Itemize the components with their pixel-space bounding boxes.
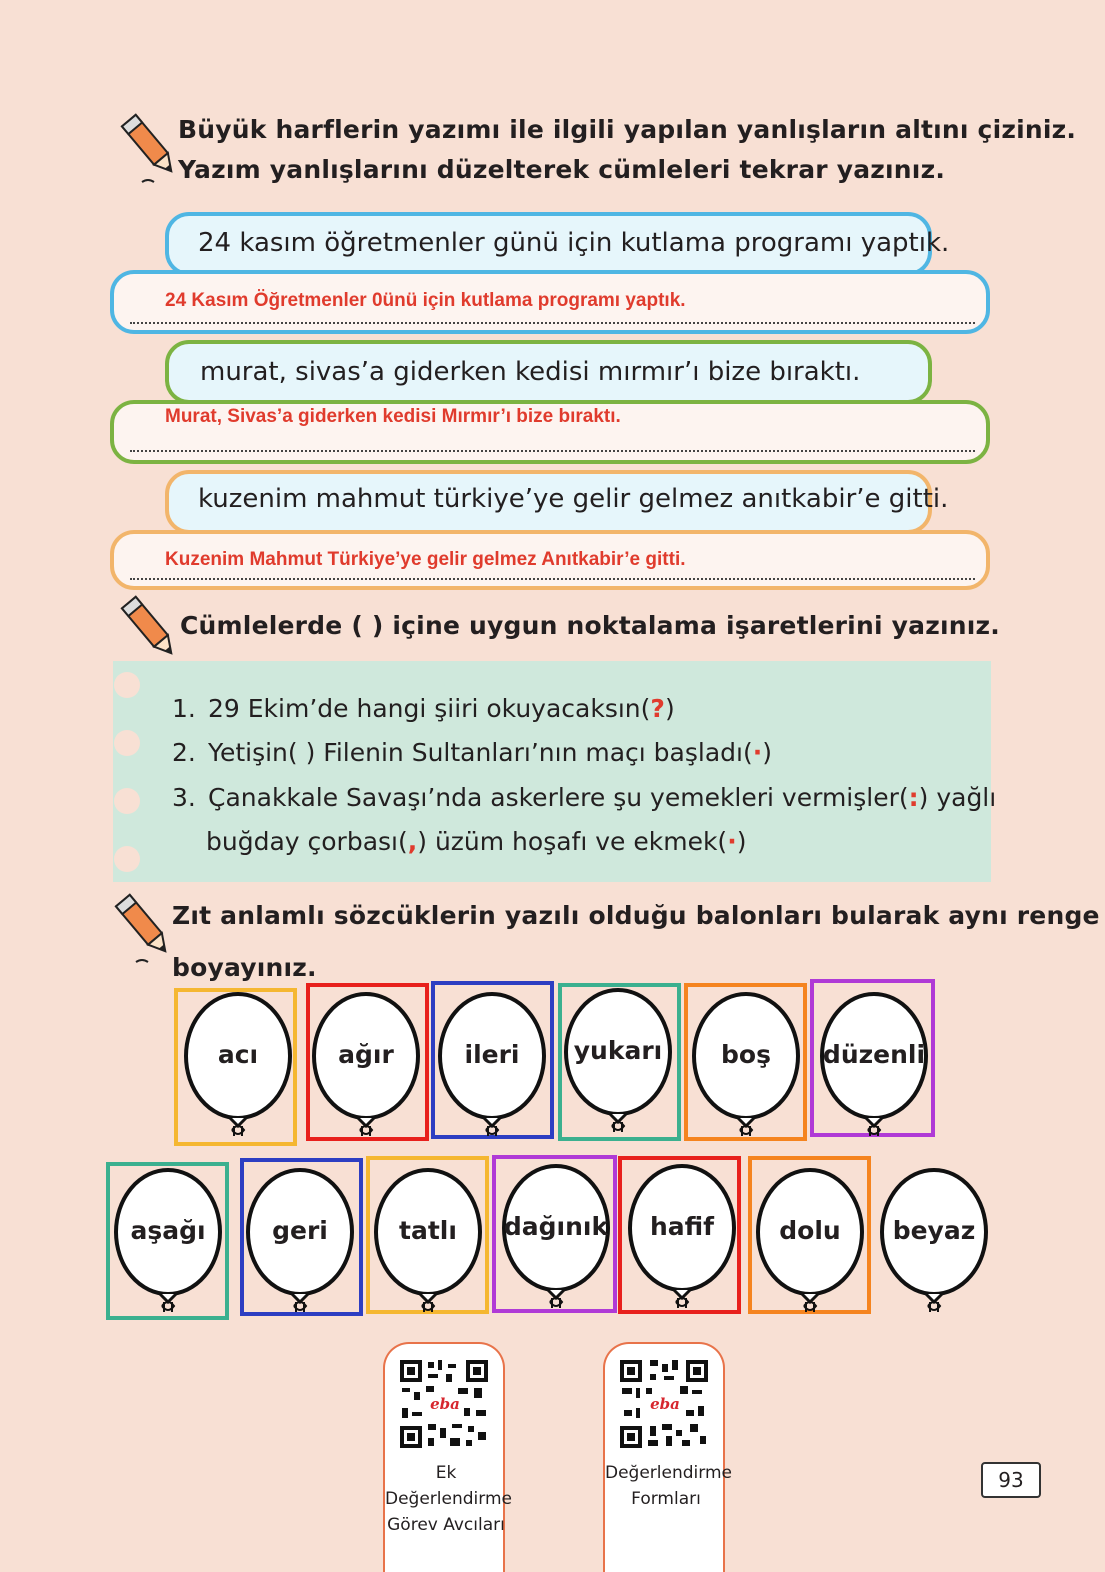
punctuation-line-3: 3. Çanakkale Savaşı’nda askerlere şu yemekleri vermişler(:) yağlı <box>172 783 997 812</box>
notebook-hole <box>114 846 140 872</box>
question-text: 24 kasım öğretmenler günü için kutlama programı yaptık. <box>198 228 950 258</box>
page-number: 93 <box>981 1462 1041 1498</box>
pencil-icon <box>118 592 178 670</box>
balloon-word: beyaz <box>892 1216 976 1245</box>
notebook-hole <box>114 672 140 698</box>
qr-card-label: Değerlendirme Formları <box>605 1463 732 1509</box>
punctuation-answer: : <box>908 783 919 812</box>
balloon-word: geri <box>272 1216 328 1245</box>
answer-text: 24 Kasım Öğretmenler 0ünü için kutlama programı yaptık. <box>165 290 686 311</box>
balloon-word: aşağı <box>130 1216 206 1245</box>
punctuation-line-1: 1. 29 Ekim’de hangi şiiri okuyacaksın(?) <box>172 694 675 723</box>
qr-card-label: Ek Değerlendirme Görev Avcıları <box>385 1463 512 1535</box>
qr-card[interactable] <box>383 1342 512 1572</box>
instruction-1: Büyük harflerin yazımı ile ilgili yapılan yanlışların altını çiziniz. Yazım yanlışlarını düzelterek cümleleri tekrar yazınız. <box>178 115 1077 184</box>
eba-logo: eba <box>650 1395 680 1413</box>
balloon-word: tatlı <box>399 1216 457 1245</box>
answer-text: Kuzenim Mahmut Türkiye’ye gelir gelmez Anıtkabir’e gitti. <box>165 549 686 570</box>
balloon-word: düzenli <box>822 1040 926 1069</box>
writing-line <box>130 450 975 452</box>
balloon-word: boş <box>721 1040 771 1069</box>
balloon-word: hafif <box>649 1212 715 1241</box>
instruction-3: Zıt anlamlı sözcüklerin yazılı olduğu balonları bularak aynı renge boyayınız. <box>172 901 1100 982</box>
pencil-icon <box>118 110 178 188</box>
writing-line <box>130 322 975 324</box>
balloon-word: acı <box>217 1040 259 1069</box>
punctuation-line-3-cont: buğday çorbası(,) üzüm hoşafı ve ekmek(·) <box>206 827 747 856</box>
eba-logo: eba <box>430 1395 460 1413</box>
notebook-hole <box>114 788 140 814</box>
answer-text: Murat, Sivas’a giderken kedisi Mırmır’ı bize bıraktı. <box>165 406 621 427</box>
punctuation-answer: · <box>752 738 763 767</box>
balloon-word: ağır <box>338 1040 394 1069</box>
instruction-2: Cümlelerde ( ) içine uygun noktalama işaretlerini yazınız. <box>180 611 1000 640</box>
qr-code-icon <box>618 1358 710 1450</box>
qr-code-icon <box>398 1358 490 1450</box>
punctuation-answer: , <box>407 827 418 856</box>
punctuation-answer: · <box>727 827 737 856</box>
balloon-word: dolu <box>779 1216 841 1245</box>
balloon-word: yukarı <box>573 1036 663 1065</box>
punctuation-answer: ? <box>650 694 665 723</box>
qr-card[interactable] <box>603 1342 732 1572</box>
punctuation-line-2: 2. Yetişin( ) Filenin Sultanları’nın maçı başladı(·) <box>172 738 772 767</box>
writing-line <box>130 578 975 580</box>
question-text: murat, sivas’a giderken kedisi mırmır’ı bize bıraktı. <box>200 357 861 387</box>
balloon-word: dağınık <box>503 1212 609 1241</box>
balloon-word: ileri <box>464 1040 520 1069</box>
notebook-hole <box>114 730 140 756</box>
question-text: kuzenim mahmut türkiye’ye gelir gelmez anıtkabir’e gitti. <box>198 484 949 514</box>
pencil-icon <box>112 890 172 968</box>
